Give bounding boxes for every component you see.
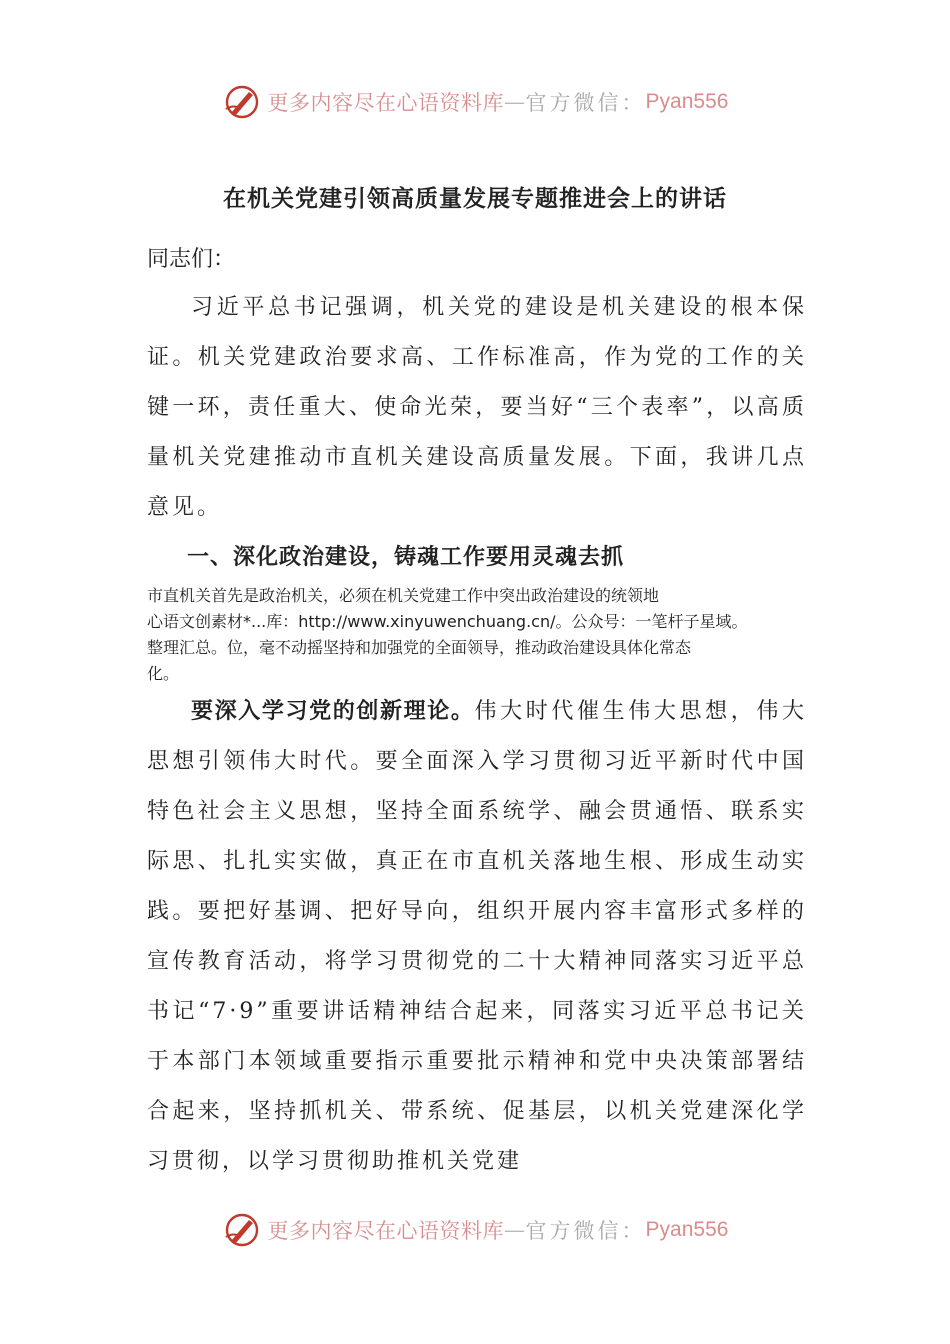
body-paragraph bbox=[147, 687, 807, 1187]
subsection-body: 伟大时代催生伟大思想，伟大思想引领伟大时代。要全面深入学习贯彻习近平新时代中国特色社会主义思想，坚持全面系统学、融会贯通悟、联系实际思、扎扎实实做，真正在市直机关落地生根、形成生动实践。要把好基调、把好导向，组织开展内容丰富形式多样的宣传教育活动，将学习贯彻党的二十大精神同落实习近平总书记“7·9”重要讲话精神结合起来，同落实习近平总书记关于本部门本领域重要指示重要批示精神和党中央决策部署结合起来，坚持抓机关、带系统、促基层，以机关党建深化学习贯彻，以学习贯彻助推机关党建 bbox=[147, 699, 807, 1174]
watermark-wechat-id: Pyan556 bbox=[645, 1218, 729, 1241]
watermark-banner-top bbox=[0, 80, 950, 124]
watermark-text: 更多内容尽在心语资料库 bbox=[267, 91, 505, 115]
pen-logo-icon bbox=[222, 82, 262, 122]
section-heading: 一、深化政治建设，铸魂工作要用灵魂去抓 bbox=[187, 545, 625, 570]
document-title: 在机关党建引领高质量发展专题推进会上的讲话 bbox=[223, 186, 727, 212]
salutation: 同志们： bbox=[147, 247, 236, 272]
watermark-wechat-label: 官方微信： bbox=[525, 1219, 646, 1243]
subsection-lead: 要深入学习党的创新理论。 bbox=[191, 699, 475, 724]
watermark-dash: — bbox=[504, 1218, 526, 1242]
watermark-banner-bottom bbox=[0, 1208, 950, 1252]
section-notice-paragraph: 市直机关首先是政治机关，必须在机关党建工作中突出政治建设的统领地 心语文创素材*...库：http://www.xinyuwenchuang.cn/。公众号：一笔杆子星域。 整理汇总。位，毫不动摇坚持和加强党的全面领导，推动政治建设具体化常态 化。 bbox=[147, 586, 748, 683]
watermark-text: 更多内容尽在心语资料库 bbox=[267, 1219, 505, 1243]
watermark-dash: — bbox=[504, 90, 526, 114]
intro-paragraph: 习近平总书记强调，机关党的建设是机关建设的根本保证。机关党建政治要求高、工作标准高，作为党的工作的关键一环，责任重大、使命光荣，要当好“三个表率”，以高质量机关党建推动市直机关建设高质量发展。下面，我讲几点意见。 bbox=[147, 295, 807, 520]
watermark-wechat-id: Pyan556 bbox=[645, 90, 729, 113]
pen-logo-icon bbox=[222, 1210, 262, 1250]
watermark-wechat-label: 官方微信： bbox=[525, 91, 646, 115]
